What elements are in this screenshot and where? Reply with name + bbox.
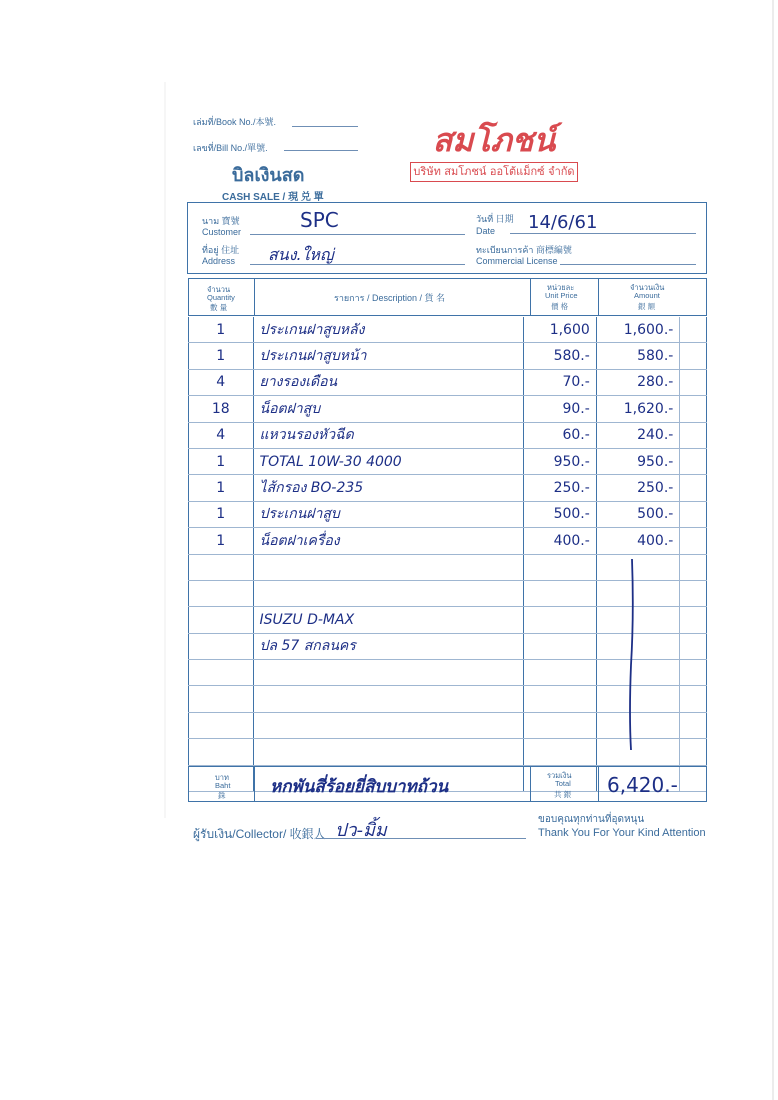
item-qty: 4 <box>189 369 254 395</box>
collector-signature: ปว-มิ้ม <box>335 820 387 841</box>
item-qty <box>189 686 254 712</box>
item-description: ประเกนฝาสูบหน้า <box>253 343 524 369</box>
item-qty: 4 <box>189 422 254 448</box>
date-label-en: Date <box>476 226 496 236</box>
license-label-th: ทะเบียนการค้า 商標編號 <box>476 245 572 255</box>
item-blank <box>680 369 707 395</box>
table-row <box>189 369 707 395</box>
header-divider <box>598 278 599 316</box>
license-line <box>560 264 696 265</box>
header-divider <box>530 278 531 316</box>
customer-line <box>250 234 465 235</box>
item-description: ISUZU D-MAX <box>253 607 524 633</box>
item-description: ปล 57 สกลนคร <box>253 633 524 659</box>
book-no-line <box>292 126 358 127</box>
title-english: CASH SALE / 現 兑 單 <box>222 192 324 203</box>
item-qty <box>189 607 254 633</box>
item-description: แหวนรองหัวฉีด <box>253 422 524 448</box>
item-blank <box>680 396 707 422</box>
amount-header-th: จำนวนเงิน <box>630 283 665 292</box>
item-unit-price: 950.- <box>524 448 597 474</box>
amount-header-en: Amount <box>634 291 660 300</box>
customer-label-th: นาม 寶號 <box>202 216 240 226</box>
item-blank <box>680 607 707 633</box>
table-row <box>189 422 707 448</box>
item-amount: 1,620.- <box>596 396 680 422</box>
table-row <box>189 317 707 343</box>
total-value: 6,420.- <box>607 773 678 797</box>
table-row <box>189 475 707 501</box>
item-amount: 950.- <box>596 448 680 474</box>
item-qty <box>189 554 254 580</box>
item-amount: 500.- <box>596 501 680 527</box>
item-qty: 1 <box>189 501 254 527</box>
item-amount: 280.- <box>596 369 680 395</box>
unit-header-th: หน่วยละ <box>547 283 575 292</box>
item-unit-price <box>524 554 597 580</box>
item-amount: 400.- <box>596 528 680 554</box>
table-row <box>189 501 707 527</box>
item-qty <box>189 580 254 606</box>
item-unit-price: 250.- <box>524 475 597 501</box>
thanks-english: Thank You For Your Kind Attention <box>538 827 706 839</box>
item-amount: 580.- <box>596 343 680 369</box>
item-blank <box>680 580 707 606</box>
table-row <box>189 528 707 554</box>
item-description <box>253 712 524 738</box>
item-qty <box>189 633 254 659</box>
qty-header-en: Quantity <box>207 293 235 302</box>
item-amount: 1,600.- <box>596 317 680 343</box>
item-description <box>253 660 524 686</box>
item-unit-price <box>524 686 597 712</box>
total-label-th: รวมเงิน <box>547 771 572 780</box>
header-divider <box>254 278 255 316</box>
item-unit-price <box>524 660 597 686</box>
desc-header: รายการ / Description / 貨 名 <box>334 293 446 303</box>
item-amount: 240.- <box>596 422 680 448</box>
item-description: ยางรองเดือน <box>253 369 524 395</box>
item-blank <box>680 739 707 765</box>
item-description <box>253 739 524 765</box>
item-description: น็อตฝาเครื่อง <box>253 528 524 554</box>
item-description: ไส้กรอง BO-235 <box>253 475 524 501</box>
total-label-en: Total <box>555 779 571 788</box>
item-unit-price <box>524 633 597 659</box>
total-divider <box>254 766 255 802</box>
item-unit-price <box>524 712 597 738</box>
item-description: น็อตฝาสูบ <box>253 396 524 422</box>
address-value: สนง.ใหญ่ <box>268 245 334 264</box>
item-blank <box>680 317 707 343</box>
item-blank <box>680 343 707 369</box>
stamp-company: บริษัท สมโภชน์ ออโต้แม็กซ์ จำกัด <box>410 162 578 182</box>
item-blank <box>680 475 707 501</box>
item-description <box>253 580 524 606</box>
total-label-cn: 共 銀 <box>554 790 572 799</box>
item-unit-price: 1,600 <box>524 317 597 343</box>
item-description <box>253 554 524 580</box>
date-value: 14/6/61 <box>528 212 598 233</box>
customer-value: SPC <box>300 208 339 232</box>
item-amount: 250.- <box>596 475 680 501</box>
item-blank <box>680 712 707 738</box>
address-label-th: ที่อยู่ 住址 <box>202 245 240 255</box>
qty-header-cn: 數 量 <box>210 303 228 312</box>
item-description: TOTAL 10W-30 4000 <box>253 448 524 474</box>
item-unit-price: 580.- <box>524 343 597 369</box>
company-stamp <box>410 118 580 186</box>
table-row <box>189 343 707 369</box>
item-qty: 1 <box>189 317 254 343</box>
total-divider <box>598 766 599 802</box>
item-blank <box>680 660 707 686</box>
item-blank <box>680 554 707 580</box>
item-blank <box>680 448 707 474</box>
item-qty: 1 <box>189 448 254 474</box>
bill-no-label: เลขที่/Bill No./單號. <box>193 143 268 153</box>
unit-header-en: Unit Price <box>545 291 578 300</box>
license-label-en: Commercial License <box>476 256 558 266</box>
table-row <box>189 396 707 422</box>
thanks-thai: ขอบคุณทุกท่านที่อุดหนุน <box>538 814 645 825</box>
item-unit-price <box>524 607 597 633</box>
item-description: ประเกนฝาสูบหลัง <box>253 317 524 343</box>
item-qty <box>189 660 254 686</box>
item-qty: 1 <box>189 475 254 501</box>
address-label-en: Address <box>202 256 236 266</box>
item-description <box>253 686 524 712</box>
item-qty: 1 <box>189 528 254 554</box>
item-qty: 1 <box>189 343 254 369</box>
date-label-th: วันที่ 日期 <box>476 214 514 224</box>
customer-label-en: Customer <box>202 227 242 237</box>
baht-label-cn: 銖 <box>218 791 226 800</box>
item-unit-price: 90.- <box>524 396 597 422</box>
item-qty <box>189 712 254 738</box>
item-blank <box>680 501 707 527</box>
baht-label-en: Baht <box>215 781 231 790</box>
qty-header-th: จำนวน <box>207 285 231 294</box>
table-row <box>189 448 707 474</box>
title-thai: บิลเงินสด <box>232 165 305 185</box>
handwritten-stroke <box>620 555 640 755</box>
date-line <box>510 233 696 234</box>
item-unit-price <box>524 739 597 765</box>
amount-header-cn: 銀 額 <box>638 302 656 311</box>
item-description: ประเกนฝาสูบ <box>253 501 524 527</box>
item-qty: 18 <box>189 396 254 422</box>
item-blank <box>680 633 707 659</box>
item-unit-price: 500.- <box>524 501 597 527</box>
book-no-label: เล่มที่/Book No./本號. <box>193 117 276 127</box>
unit-header-cn: 價 格 <box>551 302 569 311</box>
amount-in-words: หกพันสี่ร้อยยี่สิบบาทถ้วน <box>270 777 449 797</box>
collector-label: ผู้รับเงิน/Collector/ 收銀人 <box>193 827 326 841</box>
stamp-name: สมโภชน์ <box>432 121 556 159</box>
item-qty <box>189 739 254 765</box>
item-unit-price: 400.- <box>524 528 597 554</box>
item-blank <box>680 686 707 712</box>
baht-label-th: บาท <box>215 773 229 782</box>
item-unit-price: 60.- <box>524 422 597 448</box>
item-blank <box>680 528 707 554</box>
bill-no-line <box>284 150 358 151</box>
item-unit-price <box>524 580 597 606</box>
item-unit-price: 70.- <box>524 369 597 395</box>
item-blank <box>680 422 707 448</box>
total-divider <box>530 766 531 802</box>
